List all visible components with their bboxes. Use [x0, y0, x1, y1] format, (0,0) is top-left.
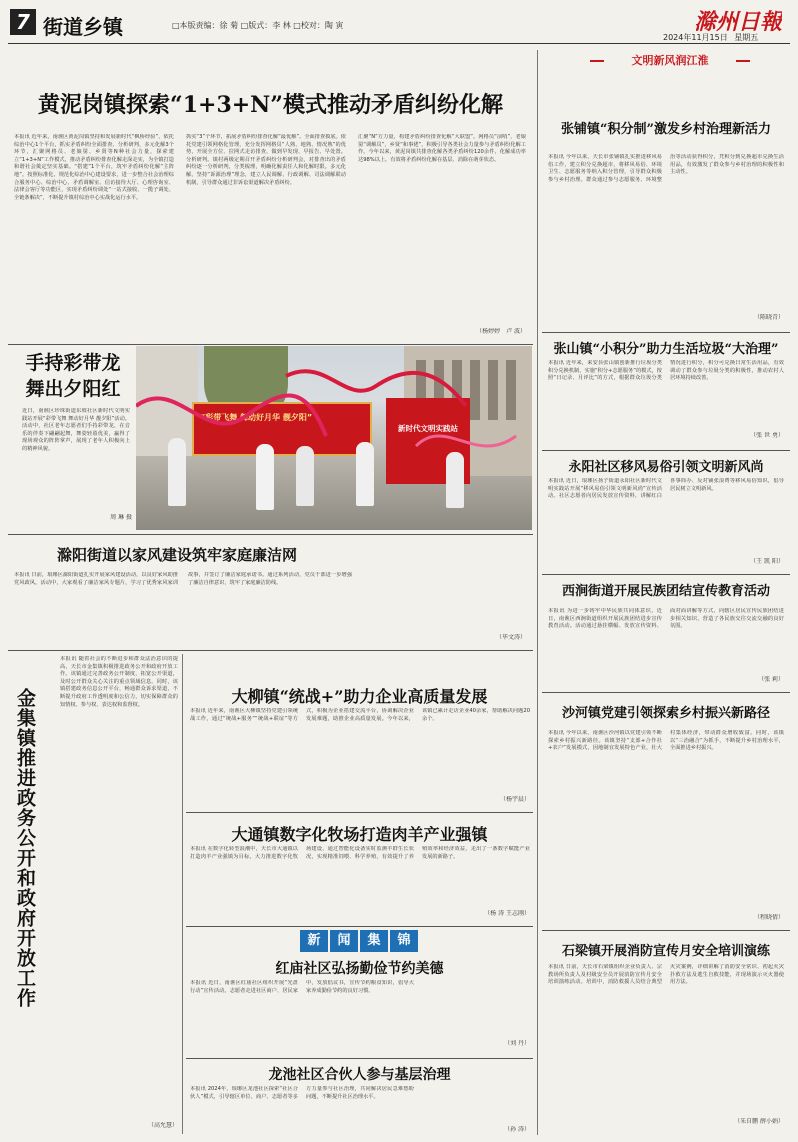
banner-char-4: 锦 [390, 930, 418, 952]
xijian-story [542, 578, 790, 688]
zhangshan-headline: 张山镇“小积分”助力生活垃圾“大治理” [553, 342, 779, 357]
main-byline: （杨婷婷 卢 波） [476, 328, 526, 335]
banner-char-1: 新 [300, 930, 328, 952]
main-col-2: 抓实“3”个环节，拓展矛盾纠纷排查化解“最优解”。全面排查摸底。依托党建引领网格化管理，充分发挥网格员“人熟、地熟、情况熟”的优势，开展全方位、拉网式走访排查，做到早发现、早报告、早处置。分析研判。镇村两级定期召开矛盾纠纷分析研判会，对排查出的矛盾纠纷逐一分析研判，分类梳理，明确化解责任人和化解时限。多元化解。坚持“诉源治理”理念，建立人民调解、行政调解、司法调解联动机制，引导群众通过非诉讼渠道解决矛盾纠纷。 [186, 134, 346, 186]
date: 2024年11月15日 [663, 33, 728, 42]
shiliang-story [542, 934, 790, 1134]
yongyang-headline: 永阳社区移风易俗引领文明新风尚 [568, 460, 764, 475]
jinji-text: 本报讯 随着社会的不断进步和群众法治意识的提高，天长市金集镇积极推进政务公开和政府开放工作。该镇通过完善政务公开制度，拓宽公开渠道，及时公开群众关心关注的重点领域信息。同时，该镇搭建政务信息公开平台，畅通群众诉求渠道，不断提升政府工作透明度和公信力，切实保障群众的知情权、参与权、表达权和监督权。 [60, 656, 178, 708]
yongyang-story [542, 454, 790, 570]
column-divider [537, 50, 538, 1135]
banner-label: 文明新风润江淮 [631, 54, 709, 67]
divider [186, 812, 533, 813]
xijian-byline: （张 莉） [758, 676, 784, 683]
datong-byline: （杨 涛 王志刚） [484, 910, 530, 917]
yongyang-text: 本报讯 近日，琅琊区扬子街道永阳社区新时代文明实践站开展“移风易俗引领文明新风尚”宣传活动。社区志愿者向居民发放宣传资料，讲解红白喜事简办、反对铺张浪费等移风易俗知识，倡导居民树立文明新风。 [548, 478, 784, 500]
shahe-text: 本报讯 今年以来，南谯区沙河镇以党建引领不断探索乡村振兴新路径。该镇坚持“支部+合作社+农户”发展模式，因地制宜发展特色产业，壮大村集体经济，带动群众增收致富。同时，该镇以“三治融合”为抓手，不断提升乡村治理水平，全面推进乡村振兴。 [548, 730, 784, 752]
chuyang-byline: （毕文涛） [495, 634, 526, 641]
divider [186, 1058, 533, 1059]
longchi-byline: （孙 涛） [504, 1126, 530, 1133]
divider [542, 332, 790, 333]
chuyang-story [8, 538, 533, 648]
dragon-byline: 周 琳 摄 [110, 514, 132, 521]
divider [542, 574, 790, 575]
datong-headline: 大通镇数字化牧场打造肉羊产业强镇 [231, 825, 488, 844]
zhangpu-headline: 张铺镇“积分制”激发乡村治理新活力 [561, 122, 771, 137]
masthead [0, 0, 798, 44]
zhangshan-byline: （张 世 勇） [750, 432, 784, 439]
divider [186, 926, 533, 927]
hongmiao-byline: （刘 丹） [504, 1040, 530, 1047]
dragon-dance-photo [136, 346, 532, 530]
main-col-1: 本报讯 近年来，南谯区黄泥岗镇坚持和发展新时代“枫桥经验”，依托综治中心1个平台，抓实矛盾纠纷全面排查、分析研判、多元化解3个环节，汇聚网格员、老娘舅、乡贤等N种社会力量，探索建立“1+3+N”工作模式，推动矛盾纠纷排查化解走深走实，为全镇打造和谐社会奠定坚实基础。“搭建”1个平台，筑牢矛盾纠纷化解“主阵地”。按照标准化、规范化综治中心建设要求，进一步整合社会治理综合服务中心、综治中心、矛盾调解室、信访接待大厅、心理咨询室、法律会客厅等功能区，实现矛盾纠纷调处“一站式接收、一揽子调处、全链条解决”，不断提升镇村综治中心实战化运行水平。 [14, 134, 174, 201]
shiliang-text: 本报讯 日前，天长市石梁镇组织企业负责人、宗教场所负责人及村级安全员开展消防宣传月安全培训演练活动。培训中，消防救援人员结合典型火灾案例，详细讲解了消防安全常识、初起火灾扑救方法及逃生自救技能，并现场演示灭火器使用方法。 [548, 964, 784, 986]
dragon-title-line2: 舞出夕阳红 [25, 378, 121, 400]
shahe-story [542, 696, 790, 928]
longchi-story [186, 1060, 533, 1138]
divider [542, 450, 790, 451]
dancer-3 [296, 446, 314, 506]
dancer-1 [168, 438, 186, 506]
zhangshan-story [542, 336, 790, 446]
dragon-title [14, 350, 132, 402]
banner-text: “彩带飞舞 舞动好月华 靓夕阳” [200, 413, 313, 422]
hongmiao-headline: 红庙社区弘扬勤俭节约美德 [275, 961, 444, 977]
dragon-story [8, 346, 533, 532]
banner-char-3: 集 [360, 930, 388, 952]
section-title: 街道乡镇 [43, 15, 123, 39]
shahe-headline: 沙河镇党建引领探索乡村振兴新路径 [561, 706, 770, 721]
yongyang-byline: （王 凯 阳） [750, 558, 784, 565]
ribbon-dragon-2 [286, 371, 466, 406]
datong-story [186, 816, 533, 924]
jinji-story [8, 654, 180, 1136]
shiliang-headline: 石梁镇开展消防宣传月安全培训演练 [561, 944, 770, 959]
paper-name: 滁州日報 [694, 9, 783, 35]
zhangpu-text: 本报讯 今年以来，天长市张铺镇扎实推进移风易俗工作，建立积分兑换超市，将移风易俗、环境卫生、志愿服务等纳入积分管理，引导群众积极参与乡村治理。群众通过参与志愿服务、环境整治等活动获得积分，凭积分到兑换超市兑换生活用品，有效激发了群众参与乡村治理的积极性和主动性。 [548, 154, 784, 183]
ribbon-dragons [136, 346, 532, 530]
daliu-text: 本报讯 近年来，南谯区大柳镇坚持党建引领统战工作，通过“统战+服务”“统战+联谊”等方式，积极为企业搭建交流平台，协调解决企业发展难题，助推企业高质量发展。今年以来，该镇已累计走访企业40余家，帮助解决问题20余个。 [190, 708, 530, 722]
main-story [8, 52, 533, 342]
dragon-title-line1: 手持彩带龙 [25, 352, 121, 374]
ribbon-dragon-3 [416, 436, 516, 446]
dragon-text: 近日，南谯区珍珠街道东坡社区新时代文明实践站开展“彩带飞舞 舞动好月华 靓夕阳”活动。活动中，社区老年志愿者们手持彩带龙，在音乐的伴奏下翩翩起舞，舞姿轻盈优美，赢得了现场观众的阵阵掌声，展现了老年人积极向上的精神风貌。 [22, 408, 130, 452]
chuyang-text: 本报讯 日前，琅琊区滁阳街道扎实开展家风建设活动，以良好家风助推党风政风。活动中，大家观看了廉洁家风专题片，学习了优秀家风家训故事，并签订了廉洁家庭承诺书。通过系列活动，党员干部进一步增强了廉洁自律意识，筑牢了家庭廉洁防线。 [14, 572, 352, 586]
datong-text: 本报讯 在数字化转型浪潮中，天长市大通镇以打造肉羊产业强镇为目标，大力推进数字化牧场建设，通过智能化设备实时监测羊群生长状况，实现精准饲喂、科学养殖，有效提升了养殖效率和经济效益，走出了一条数字赋能产业发展的新路子。 [190, 846, 530, 860]
page-number: 7 [10, 9, 36, 35]
hongmiao-text: 本报讯 近日，南谯区红庙社区组织开展“光盘行动”宣传活动。志愿者走进社区商户、居民家中，发放倡议书，宣传节约粮食知识，倡导大家养成勤俭节约的良好习惯。 [190, 980, 414, 994]
news-collection-banner [300, 930, 420, 952]
zhangpu-byline: （陈晓青） [753, 314, 784, 321]
banner-bar-left [590, 60, 604, 62]
dancer-5 [446, 452, 464, 508]
main-headline: 黄泥岗镇探索“1+3+N”模式推动矛盾纠纷化解 [38, 92, 503, 118]
chuyang-headline: 滁阳街道以家风建设筑牢家庭廉洁网 [56, 546, 297, 564]
issue-date [663, 32, 758, 43]
jinji-byline: （高允慧） [147, 1122, 178, 1129]
longchi-headline: 龙池社区合伙人参与基层治理 [268, 1067, 451, 1083]
divider [8, 650, 533, 651]
shahe-byline: （程晓倩） [753, 914, 784, 921]
hongmiao-story [186, 954, 533, 1054]
jinji-headline: 金集镇推进政务公开和政府开放工作 [14, 688, 36, 1008]
column-divider [182, 654, 183, 1134]
xijian-text: 本报讯 为进一步铸牢中华民族共同体意识，近日，南谯区西涧街道组织开展民族团结进步宣传教育活动。活动通过悬挂横幅、发放宣传资料、面对面讲解等方式，向辖区居民宣传民族团结进步相关知识，营造了各民族交往交流交融的良好氛围。 [548, 608, 784, 630]
zhangpu-story [542, 74, 790, 332]
divider [542, 930, 790, 931]
longchi-text: 本报讯 2024年，琅琊区龙池社区探索“社区合伙人”模式，引导辖区单位、商户、志愿者等多方力量参与社区治理，共同解决居民急难愁盼问题，不断提升社区治理水平。 [190, 1086, 414, 1100]
xijian-headline: 西涧街道开展民族团结宣传教育活动 [561, 584, 770, 599]
ribbon-dragon-1 [136, 396, 326, 436]
zhangshan-text: 本报讯 近年来，来安县张山镇创新推行垃圾分类积分兑换机制，实施“积分+志愿服务”的模式，按照“日记录、月评比”的方式，根据群众垃圾分类情况进行积分，积分可兑换日常生活用品，有效调动了群众参与垃圾分类的积极性，推动农村人居环境持续改善。 [548, 360, 784, 382]
sign-text: 新时代文明实践站 [398, 424, 458, 433]
masthead-rule [8, 43, 790, 44]
editor-credits: □本版责编：徐 菊 □版式：李 林 □校对：陶 寅 [172, 21, 344, 30]
divider [542, 692, 790, 693]
weekday: 星期五 [734, 33, 759, 42]
banner-char-2: 闻 [330, 930, 358, 952]
shiliang-byline: （朱自鹏 薛小娟） [734, 1118, 784, 1125]
daliu-byline: （杨宇晨） [499, 796, 530, 803]
main-col-3: 汇聚“N”方力量，构建矛盾纠纷排查化解“大联盟”。网格员“前哨”，老娘舅“调解员”，乡贤“和事佬”，积极引导各类社会力量参与矛盾纠纷化解工作。今年以来，黄泥岗镇共排查化解各类矛盾纠纷120余件，化解成功率达98%以上，有效将矛盾纠纷化解在基层、消除在萌芽状态。 [358, 134, 526, 163]
right-banner [590, 50, 750, 72]
daliu-story [186, 656, 533, 810]
dancer-2 [256, 444, 274, 510]
dancer-4 [356, 442, 374, 506]
divider [8, 534, 533, 535]
divider [8, 344, 533, 345]
banner-bar-right [736, 60, 750, 62]
daliu-headline: 大柳镇“统战+”助力企业高质量发展 [231, 687, 488, 706]
